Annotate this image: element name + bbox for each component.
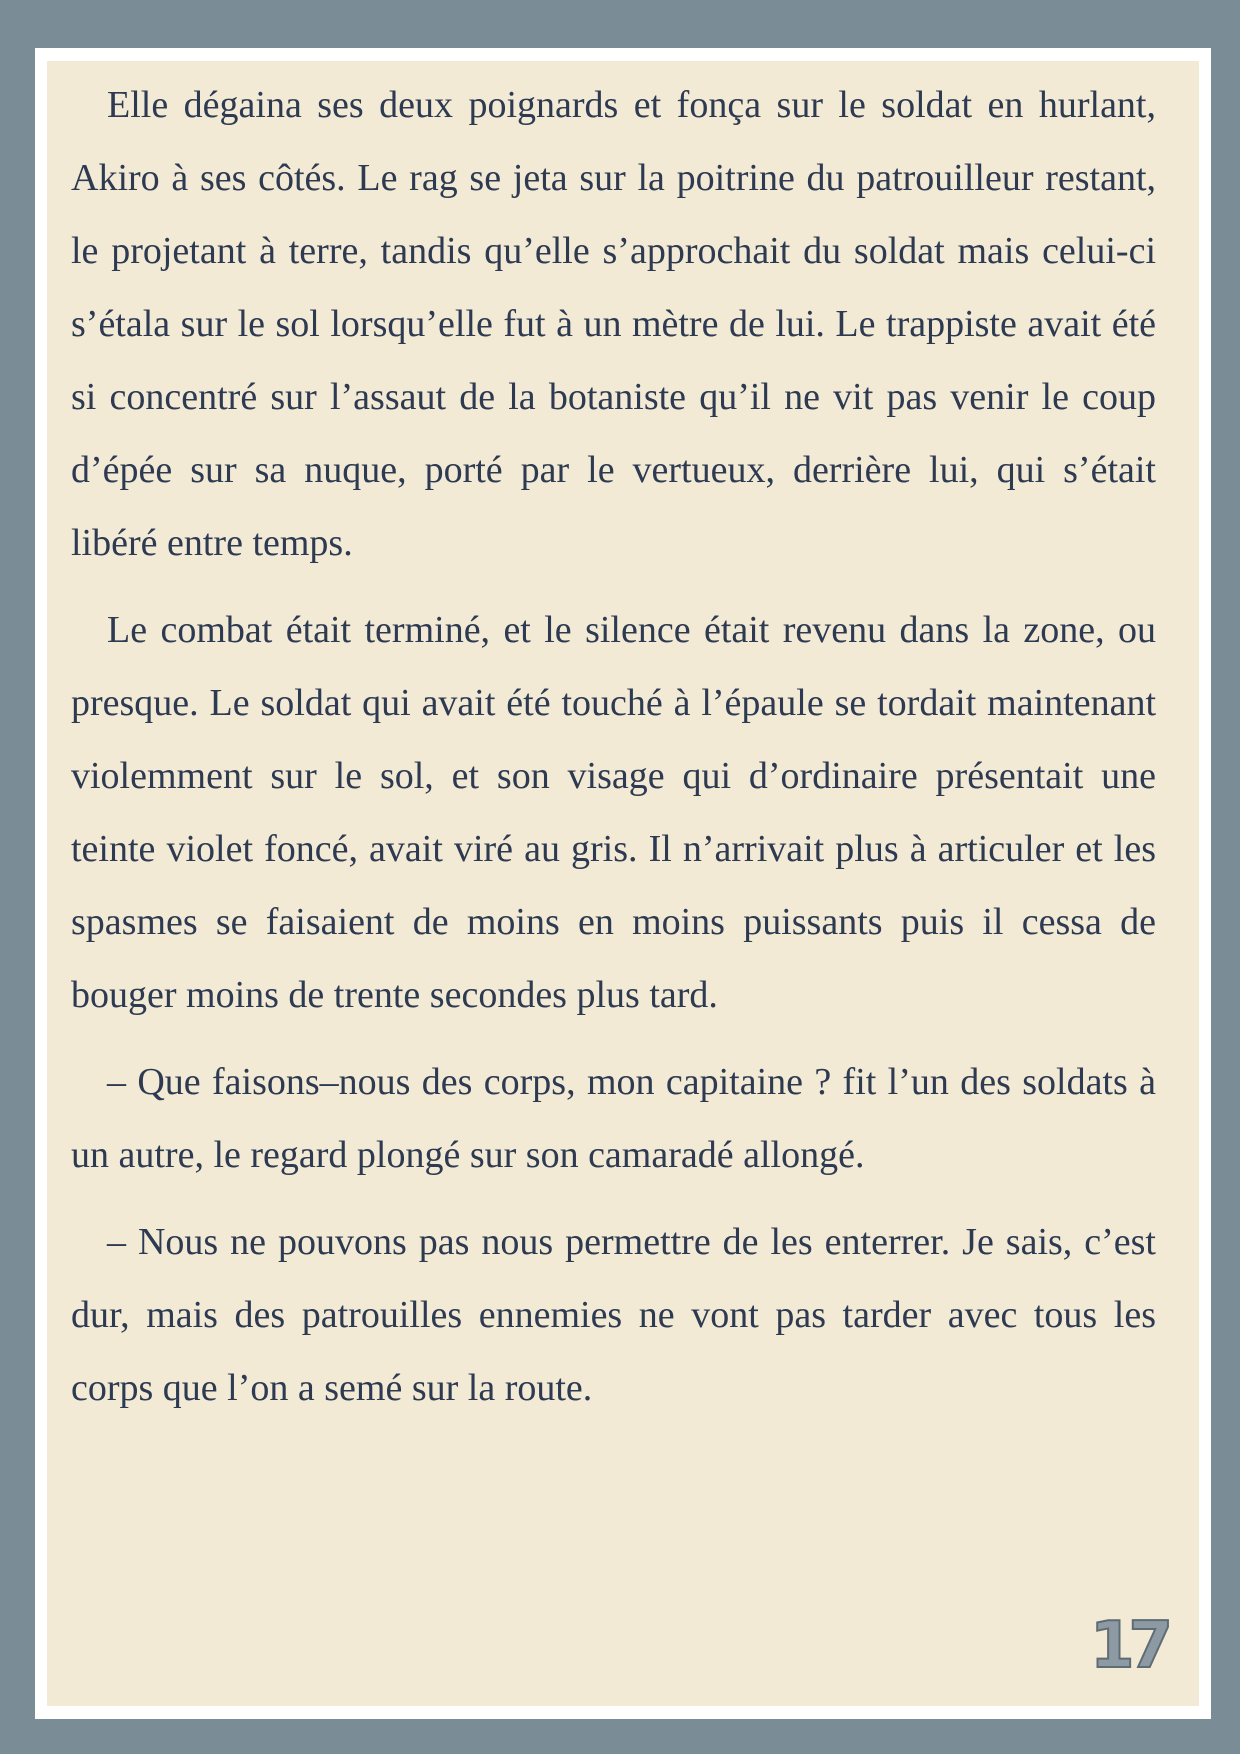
paragraph: – Que faisons–nous des corps, mon capitaine ? fit l’un des soldats à un autre, le regard plongé sur son camaradé allongé.	[71, 1061, 1156, 1176]
paragraph: – Nous ne pouvons pas nous permettre de les enterrer. Je sais, c’est dur, mais des patrouilles ennemies ne vont pas tarder avec tous les corps que l’on a semé sur la route.	[71, 1221, 1156, 1409]
page-number: 17	[1089, 1609, 1167, 1683]
book-page	[47, 61, 1199, 1706]
page-text	[71, 69, 1156, 1425]
page-frame	[35, 48, 1211, 1719]
paragraph: Elle dégaina ses deux poignards et fonça sur le soldat en hurlant, Akiro à ses côtés. Le rag se jeta sur la poitrine du patrouilleur restant, le projetant à terre, tandis qu’elle s’approchait du soldat mais celui-ci s’étala sur le sol lorsqu’elle fut à un mètre de lui. Le trappiste avait été si concentré sur l’assaut de la botaniste qu’il ne vit pas venir le coup d’épée sur sa nuque, porté par le vertueux, derrière lui, qui s’était libéré entre temps.	[71, 84, 1156, 564]
paragraph: Le combat était terminé, et le silence était revenu dans la zone, ou presque. Le soldat qui avait été touché à l’épaule se tordait maintenant violemment sur le sol, et son visage qui d’ordinaire présentait une teinte violet foncé, avait viré au gris. Il n’arrivait plus à articuler et les spasmes se faisaient de moins en moins puissants puis il cessa de bouger moins de trente secondes plus tard.	[71, 609, 1156, 1016]
